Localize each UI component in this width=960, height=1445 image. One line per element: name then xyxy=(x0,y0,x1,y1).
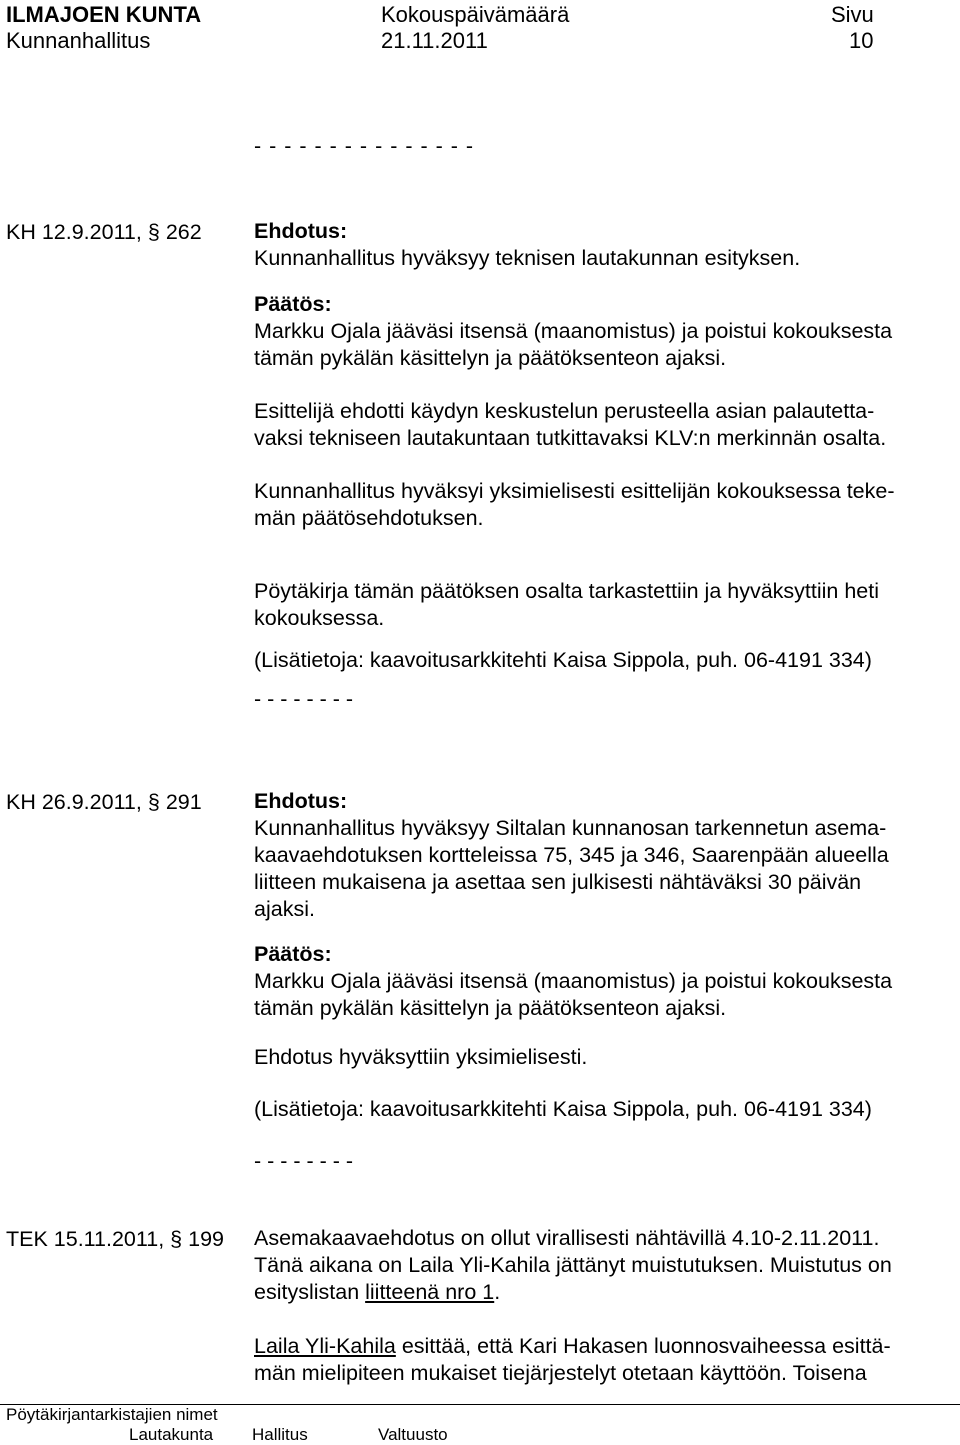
ref-number: 291 xyxy=(165,790,202,814)
decision-line: tämän pykälän käsittelyn ja päätöksenteon ajaksi. xyxy=(254,996,727,1020)
section-body-tek-199 xyxy=(254,1225,954,1387)
paragraph-line: kokouksessa. xyxy=(254,606,385,630)
footer-col-hallitus: Hallitus xyxy=(252,1425,308,1444)
approved-line: Ehdotus hyväksyttiin yksimielisesti. xyxy=(254,1045,588,1069)
paragraph-sign-icon: § xyxy=(170,1227,183,1251)
proposal-label: Ehdotus: xyxy=(254,789,348,813)
decision-line: Markku Ojala jääväsi itsensä (maanomistus) ja poistui kokouksesta xyxy=(254,319,893,343)
separator: - - - - - - - - xyxy=(254,1149,354,1173)
proposal-label: Ehdotus: xyxy=(254,219,348,243)
paragraph-line: män päätösehdotuksen. xyxy=(254,506,484,530)
text-line xyxy=(254,1333,954,1360)
text-line: män mielipiteen mukaiset tiejärjestelyt otetaan käyttöön. Toisena xyxy=(254,1361,867,1385)
section-body-kh-291 xyxy=(254,788,954,1175)
ref-text: TEK 15.11.2011, xyxy=(6,1227,165,1251)
text-line: Tänä aikana on Laila Yli-Kahila jättänyt muistutuksen. Muistutus on xyxy=(254,1253,892,1277)
section-body-kh-262 xyxy=(254,218,954,713)
attachment-link[interactable]: liitteenä nro 1 xyxy=(365,1280,495,1304)
ref-number: 199 xyxy=(188,1227,224,1251)
text-prefix: esityslistan xyxy=(254,1280,366,1304)
proposal-line: liitteen mukaisena ja asettaa sen julkisesti nähtäväksi 30 päivän xyxy=(254,870,862,894)
footer-col-lautakunta: Lautakunta xyxy=(129,1425,214,1444)
footer-col-valtuusto: Valtuusto xyxy=(378,1425,448,1444)
paragraph-line: vaksi tekniseen lautakuntaan tutkittavaksi KLV:n merkinnän osalta. xyxy=(254,426,887,450)
date-label: Kokouspäivämäärä xyxy=(381,2,570,27)
decision-label: Päätös: xyxy=(254,942,332,966)
text-suffix: . xyxy=(494,1280,501,1304)
paragraph-line: Kunnanhallitus hyväksyi yksimielisesti esittelijän kokouksessa teke- xyxy=(254,479,895,503)
ref-number: 262 xyxy=(165,220,202,244)
paragraph-sign-icon: § xyxy=(147,220,160,244)
proposal-line: kaavaehdotuksen kortteleissa 75, 345 ja 346, Saarenpään alueella xyxy=(254,843,889,867)
ref-text: KH 26.9.2011, xyxy=(6,790,142,814)
ref-text: KH 12.9.2011, xyxy=(6,220,142,244)
paragraph-sign-icon: § xyxy=(147,790,160,814)
separator-top: - - - - - - - - - - - - - - - xyxy=(254,134,475,158)
decision-label: Päätös: xyxy=(254,292,332,316)
paragraph-line: Esittelijä ehdotti käydyn keskustelun perusteella asian palautetta- xyxy=(254,399,875,423)
meeting-date: 21.11.2011 xyxy=(381,28,488,53)
page-label: Sivu xyxy=(831,2,874,27)
person-link[interactable]: Laila Yli-Kahila xyxy=(254,1334,396,1358)
proposal-line: ajaksi. xyxy=(254,897,315,921)
info-line: (Lisätietoja: kaavoitusarkkitehti Kaisa Sippola, puh. 06-4191 334) xyxy=(254,1097,872,1121)
proposal-line: Kunnanhallitus hyväksyy Siltalan kunnanosan tarkennetun asema- xyxy=(254,816,887,840)
section-ref-tek-199 xyxy=(6,1225,224,1253)
section-ref-kh-291 xyxy=(6,788,202,816)
page-number: 10 xyxy=(849,28,874,53)
info-line: (Lisätietoja: kaavoitusarkkitehti Kaisa Sippola, puh. 06-4191 334) xyxy=(254,648,872,672)
text-rest: esittää, että Kari Hakasen luonnosvaiheessa esittä- xyxy=(395,1334,891,1358)
footer-title: Pöytäkirjantarkistajien nimet xyxy=(6,1405,218,1424)
org-name: ILMAJOEN KUNTA xyxy=(6,2,202,27)
body-name: Kunnanhallitus xyxy=(6,28,151,53)
text-line: Asemakaavaehdotus on ollut virallisesti nähtävillä 4.10-2.11.2011. xyxy=(254,1226,880,1250)
text-line xyxy=(254,1279,954,1306)
proposal-text: Kunnanhallitus hyväksyy teknisen lautakunnan esityksen. xyxy=(254,246,801,270)
decision-line: tämän pykälän käsittelyn ja päätöksenteon ajaksi. xyxy=(254,346,727,370)
section-ref-kh-262 xyxy=(6,218,202,246)
paragraph-line: Pöytäkirja tämän päätöksen osalta tarkastettiin ja hyväksyttiin heti xyxy=(254,579,880,603)
decision-line: Markku Ojala jääväsi itsensä (maanomistus) ja poistui kokouksesta xyxy=(254,969,893,993)
separator: - - - - - - - - xyxy=(254,687,354,711)
